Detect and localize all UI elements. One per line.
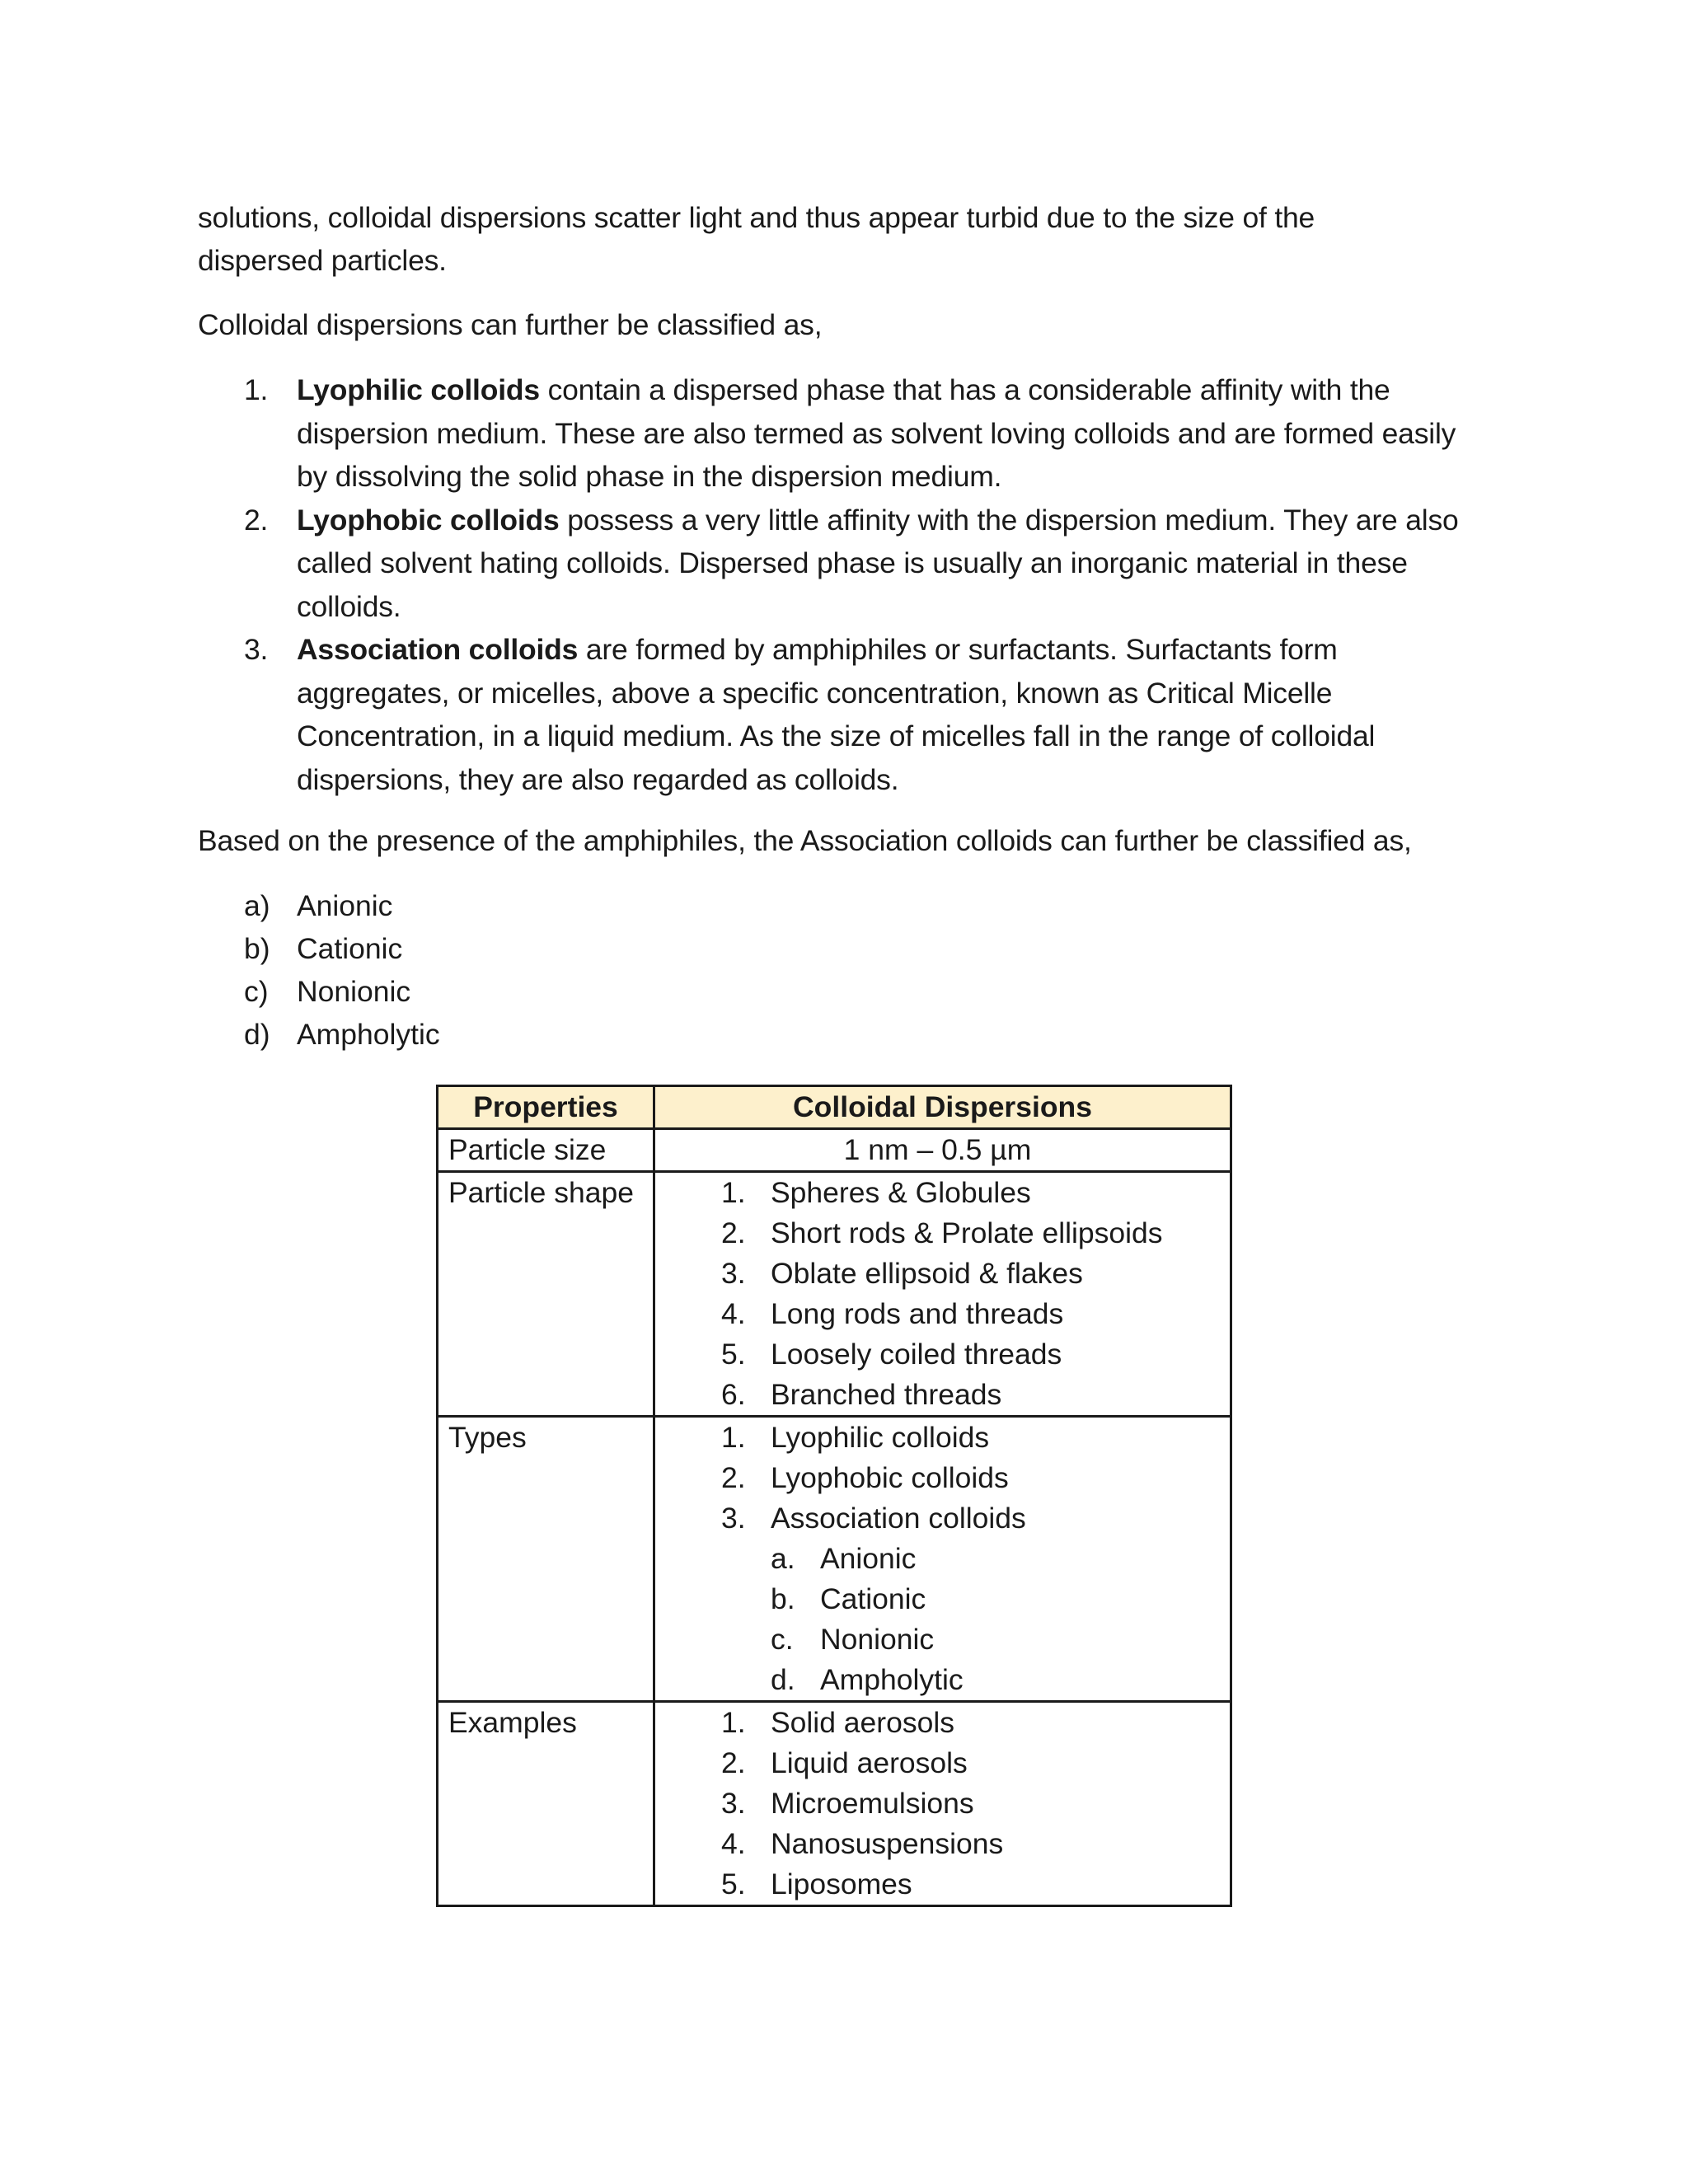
list-item: 2. Lyophobic colloids <box>721 1461 1009 1494</box>
list-item: 5. Loosely coiled threads <box>721 1338 1062 1371</box>
list-item: 2. Short rods & Prolate ellipsoids <box>721 1216 1163 1249</box>
term-lyophobic: Lyophobic colloids <box>297 503 560 537</box>
list-item-lyophobic: 2. Lyophobic colloids possess a very little affinity with the dispersion medium. They are also called solvent hating colloids. Dispersed phase is usually an inorganic material in these colloids. <box>244 503 1459 623</box>
examples-list <box>655 1703 1220 1905</box>
list-item: a) Anionic <box>244 889 393 922</box>
header-colloidal-dispersions: Colloidal Dispersions <box>654 1086 1231 1129</box>
list-item: 1. Spheres & Globules <box>721 1176 1031 1209</box>
list-item: b) Cationic <box>244 932 403 965</box>
association-subtypes-list <box>655 1539 1220 1700</box>
list-item: 2. Liquid aerosols <box>721 1746 968 1779</box>
intro-line-1: solutions, colloidal dispersions scatter light and thus appear turbid due to the size of the <box>198 201 1315 234</box>
list-item: c. Nonionic <box>771 1623 935 1656</box>
list-item: 3. Microemulsions <box>721 1787 974 1820</box>
list-item: 5. Liposomes <box>721 1868 912 1900</box>
list-item-association: 3. Association colloids are formed by amphiphiles or surfactants. Surfactants form aggregates, or micelles, above a specific concentration, known as Critical Micelle Concentration, in a liquid medium. As the size of micelles fall in the range of colloidal dispersions, they are also regarded as colloids. <box>244 633 1376 796</box>
table-row-particle-shape <box>438 1172 1231 1417</box>
list-item: c) Nonionic <box>244 975 411 1008</box>
list-item: 1. Solid aerosols <box>721 1706 954 1739</box>
list-item: d. Ampholytic <box>771 1663 964 1696</box>
row-label: Types <box>438 1417 654 1702</box>
list-item-lyophilic: 1. Lyophilic colloids contain a dispersed phase that has a considerable affinity with the dispersion medium. These are also termed as solvent loving colloids and are formed easily by dissolving the solid phase in the dispersion medium. <box>244 373 1456 493</box>
particle-shape-cell <box>654 1172 1231 1417</box>
amphiphile-type-list <box>198 884 940 1056</box>
list-item: a. Anionic <box>771 1542 917 1575</box>
list-item: 1. Lyophilic colloids <box>721 1421 990 1454</box>
table-header-row <box>438 1086 1231 1129</box>
row-label: Particle size <box>438 1129 654 1172</box>
table-row-particle-size <box>438 1129 1231 1172</box>
row-label: Particle shape <box>438 1172 654 1417</box>
particle-size-value: 1 nm – 0.5 µm <box>654 1129 1231 1172</box>
types-list <box>655 1418 1220 1539</box>
list-item: 6. Branched threads <box>721 1378 1002 1411</box>
list-item: 3. Association colloids <box>721 1502 1026 1535</box>
intro-line-2: dispersed particles. <box>198 244 447 277</box>
intro-paragraph <box>198 196 1500 282</box>
term-association: Association colloids <box>297 633 579 666</box>
classified-lead: Colloidal dispersions can further be classified as, <box>198 308 823 341</box>
list-item: 4. Nanosuspensions <box>721 1827 1004 1860</box>
header-properties: Properties <box>438 1086 654 1129</box>
list-item: b. Cationic <box>771 1582 926 1615</box>
list-item: 3. Oblate ellipsoid & flakes <box>721 1257 1083 1290</box>
table-row-types <box>438 1417 1231 1702</box>
types-cell <box>654 1417 1231 1702</box>
list-item: d) Ampholytic <box>244 1018 440 1051</box>
colloid-class-list <box>198 368 1484 801</box>
term-lyophilic: Lyophilic colloids <box>297 373 540 406</box>
particle-shape-list <box>655 1173 1220 1415</box>
row-label: Examples <box>438 1702 654 1906</box>
amphiphile-lead: Based on the presence of the amphiphiles, the Association colloids can further be classified as, <box>198 824 1412 857</box>
properties-table <box>436 1085 1232 1907</box>
list-item: 4. Long rods and threads <box>721 1297 1064 1330</box>
examples-cell <box>654 1702 1231 1906</box>
table-row-examples <box>438 1702 1231 1906</box>
